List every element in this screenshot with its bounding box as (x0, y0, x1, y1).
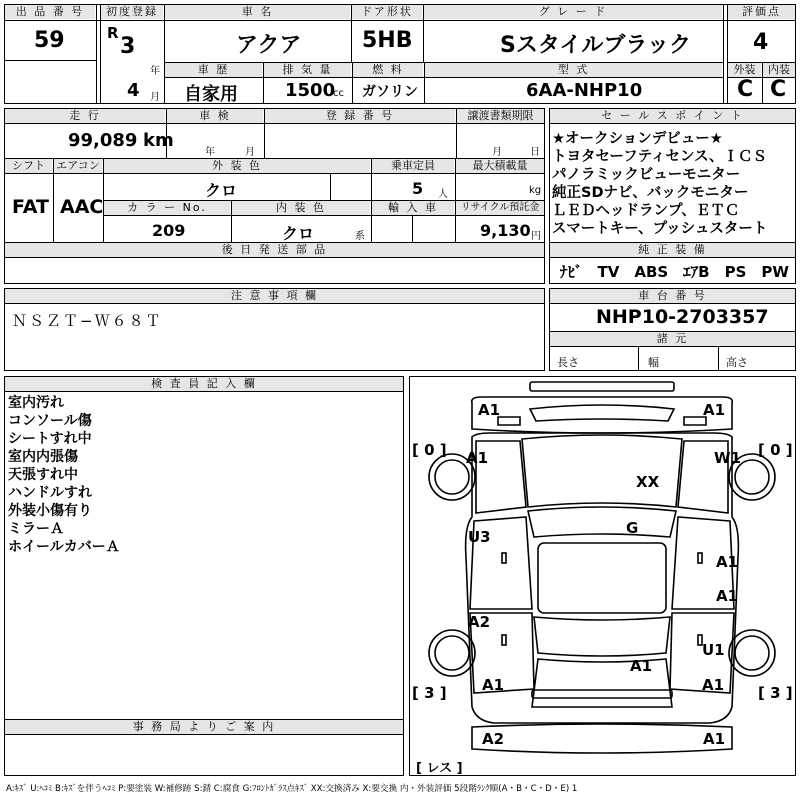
inspector-note: コンソール傷 (8, 413, 92, 429)
ac: AAC (60, 196, 104, 218)
inspector-note: ホイールカバーＡ (8, 539, 120, 555)
load-unit: kg (529, 185, 542, 196)
sales-point: パノラミックビューモニター (552, 167, 741, 183)
chassis-header: 車 台 番 号 (550, 289, 795, 303)
shift: FAT (12, 196, 49, 218)
fuel-header: 燃 料 (353, 63, 423, 77)
transfer-month-unit: 月 (492, 147, 502, 158)
inspection-header: 車 検 (167, 109, 263, 123)
dmg-r-rear-door: A1 (716, 587, 739, 605)
score-header: 評価点 (728, 5, 795, 19)
inspector-note: シートすれ中 (8, 431, 92, 447)
door-type: 5HB (362, 28, 413, 53)
inspector-header: 検 査 員 記 入 欄 (5, 377, 403, 391)
shift-header: シフト (5, 159, 52, 173)
inspector-list (8, 394, 120, 556)
grade: Sスタイルブラック (500, 33, 691, 58)
transfer-day-unit: 日 (530, 147, 540, 158)
load-header: 最大積載量 (456, 159, 544, 173)
era: R (107, 24, 119, 42)
reg-month: 4 (127, 80, 140, 101)
tire-rr: [ 3 ] (758, 684, 793, 702)
tire-fl: [ 0 ] (412, 441, 447, 459)
car-diagram (409, 376, 796, 776)
grade-header: グ レ ー ド (424, 5, 722, 19)
transfer-header: 譲渡書類期限 (457, 109, 544, 123)
inspector-note: ハンドルすれ (8, 485, 92, 501)
int-color: クロ (282, 224, 315, 243)
ext-color-header: 外 装 色 (104, 159, 370, 173)
spare-tire: [ レス ] (416, 761, 463, 776)
capacity-header: 乗車定員 (372, 159, 454, 173)
dmg-front-left: A1 (478, 401, 501, 419)
sales-point: トヨタセーフティセンス、ＩＣＳ (552, 149, 768, 165)
insp-year-unit: 年 (205, 147, 215, 158)
displacement: 1500 (285, 80, 336, 101)
dmg-bumper-right: A1 (703, 730, 726, 748)
color-no-header: カ ラ ー No. (104, 201, 230, 215)
car-outline (410, 377, 795, 775)
door-header: ドア形状 (352, 5, 422, 19)
tire-rl: [ 3 ] (412, 684, 447, 702)
sales-point: スマートキー、プッシュスタート (552, 221, 768, 237)
spec-width: 幅 (648, 356, 659, 369)
displacement-unit: cc (333, 88, 344, 99)
specs-header: 諸 元 (550, 332, 795, 346)
inspector-note: 天張すれ中 (8, 467, 78, 483)
score: 4 (753, 30, 769, 55)
tire-fr: [ 0 ] (758, 441, 793, 459)
dmg-l-rear-door: A2 (468, 613, 491, 631)
history: 自家用 (184, 84, 238, 105)
dmg-front-right: A1 (703, 401, 726, 419)
inspector-note: 室内汚れ (8, 395, 64, 411)
interior-header: 内装 (763, 63, 795, 77)
inspector-note: 室内内張傷 (8, 449, 78, 465)
month-unit: 月 (150, 92, 160, 103)
sales-points-list (552, 130, 767, 238)
dmg-bumper-left: A2 (482, 730, 505, 748)
mileage-unit: km (143, 130, 174, 151)
equipment: ﾅﾋﾞ TV ABS ｴｱB PS PW (560, 263, 789, 281)
dmg-l-front-door: U3 (468, 528, 491, 546)
capacity-unit: 人 (438, 189, 448, 200)
later-parts-header: 後 日 発 送 部 品 (5, 243, 544, 257)
mileage: 99,089 (68, 130, 138, 151)
import-header: 輸 入 車 (372, 201, 454, 215)
chassis-no: NHP10-2703357 (596, 306, 769, 328)
car-name-header: 車 名 (165, 5, 350, 19)
sales-point: ＬＥＤヘッドランプ、ＥＴＣ (552, 203, 740, 219)
int-color-unit: 系 (355, 231, 365, 242)
dmg-fl-fender: A1 (466, 449, 489, 467)
insp-month-unit: 月 (245, 147, 255, 158)
dmg-trunk: A1 (630, 657, 653, 675)
dmg-rear-right: A1 (702, 676, 725, 694)
reg-year: 3 (120, 34, 136, 59)
capacity: 5 (412, 179, 424, 198)
dmg-r-quarter: U1 (702, 641, 725, 659)
color-no: 209 (152, 221, 186, 240)
history-header: 車 歴 (165, 63, 262, 77)
interior-score: C (770, 77, 787, 102)
ext-color: クロ (205, 181, 238, 200)
dmg-r-front-door: A1 (716, 553, 739, 571)
spec-length: 長さ (557, 356, 579, 369)
lot-no: 59 (34, 28, 65, 53)
notes-header: 注 意 事 項 欄 (5, 289, 544, 303)
displacement-header: 排 気 量 (264, 63, 351, 77)
legend: A:ｷｽﾞ U:ﾍｺﾐ B:ｷｽﾞを伴うﾍｺﾐ P:要塗装 W:補修跡 S:錆 C:腐食 G:ﾌﾛﾝﾄｶﾞﾗｽ点ｷｽﾞ XX:交換済み X:要交換 内・外装評価 5段階ﾗﾝｸ順(A・B・C・D・E) 1 (6, 784, 578, 794)
sales-point: ★オークションデビュー★ (552, 131, 723, 147)
recycle-unit: 円 (531, 231, 541, 242)
model-header: 型 式 (425, 63, 722, 77)
int-color-header: 内 装 色 (232, 201, 370, 215)
dmg-roof: G (626, 519, 639, 537)
dmg-hood: XX (636, 473, 660, 491)
model: 6AA-NHP10 (526, 80, 643, 101)
inspector-note: ミラーＡ (8, 521, 64, 537)
ac-header: エアコン (54, 159, 102, 173)
equipment-header: 純 正 装 備 (550, 243, 795, 257)
sales-point: 純正SDナビ、バックモニター (552, 185, 749, 201)
sales-points-header: セ ー ル ス ポ イ ン ト (550, 109, 795, 123)
dmg-fr-fender: W1 (714, 449, 741, 467)
notes-text: ＮＳＺＴ−Ｗ６８Ｔ (12, 312, 163, 330)
exterior-header: 外装 (728, 63, 761, 77)
exterior-score: C (737, 77, 754, 102)
dmg-rear-left: A1 (482, 676, 505, 694)
fuel: ガソリン (362, 84, 418, 100)
lot-no-header: 出 品 番 号 (5, 5, 95, 19)
year-unit: 年 (150, 66, 160, 77)
car-name: アクア (236, 33, 302, 58)
office-header: 事 務 局 よ り ご 案 内 (5, 720, 403, 734)
inspector-note: 外装小傷有り (8, 503, 92, 519)
mileage-header: 走 行 (5, 109, 165, 123)
reg-no-header: 登 録 番 号 (265, 109, 455, 123)
recycle: 9,130 (480, 221, 531, 240)
recycle-header: リサイクル預託金 (456, 201, 544, 215)
spec-height: 高さ (726, 356, 748, 369)
first-reg-header: 初度登録 (101, 5, 163, 19)
